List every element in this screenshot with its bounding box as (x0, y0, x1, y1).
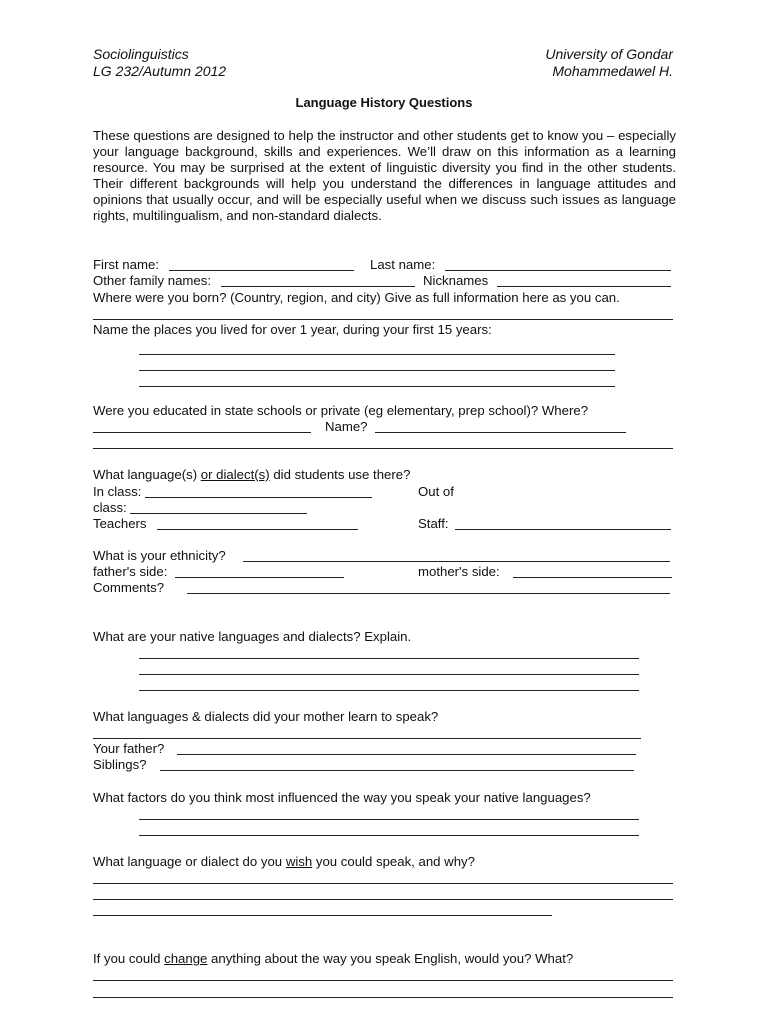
out-of-class-label: class: (93, 500, 127, 515)
school-type-field[interactable] (93, 432, 311, 433)
fathers-side-field[interactable] (175, 577, 344, 578)
change-english-field-1[interactable] (93, 980, 673, 981)
first-name-label: First name: (93, 257, 159, 272)
birthplace-label: Where were you born? (Country, region, and city) Give as full information here as you can. (93, 290, 620, 305)
father-languages-label: Your father? (93, 741, 165, 756)
places-lived-field-1[interactable] (139, 354, 615, 355)
influence-factors-field-1[interactable] (139, 819, 639, 820)
mother-languages-label: What languages & dialects did your mother learn to speak? (93, 709, 439, 724)
out-of-class-field[interactable] (130, 513, 307, 514)
siblings-languages-field[interactable] (160, 770, 634, 771)
nicknames-field[interactable] (497, 286, 671, 287)
ethnicity-label: What is your ethnicity? (93, 548, 226, 563)
places-lived-field-3[interactable] (139, 386, 615, 387)
comments-label: Comments? (93, 580, 165, 595)
places-lived-field-2[interactable] (139, 370, 615, 371)
education-label: Were you educated in state schools or private (eg elementary, prep school)? Where? (93, 403, 589, 418)
in-class-field[interactable] (145, 497, 372, 498)
native-languages-field-3[interactable] (139, 690, 639, 691)
course-name: Sociolinguistics (93, 46, 189, 62)
students-language-label: What language(s) or dialect(s) did students use there? (93, 467, 411, 482)
staff-field[interactable] (455, 529, 671, 530)
nicknames-label: Nicknames (423, 273, 489, 288)
instructor-name: Mohammedawel H. (552, 63, 673, 79)
change-english-label: If you could change anything about the way you speak English, would you? What? (93, 951, 574, 966)
native-languages-label: What are your native languages and dialects? Explain. (93, 629, 412, 644)
change-english-field-2[interactable] (93, 997, 673, 998)
in-class-label: In class: (93, 484, 142, 499)
education-extra-field[interactable] (93, 448, 673, 449)
native-languages-field-2[interactable] (139, 674, 639, 675)
fathers-side-label: father's side: (93, 564, 168, 579)
siblings-languages-label: Siblings? (93, 757, 147, 772)
influence-factors-field-2[interactable] (139, 835, 639, 836)
wish-language-label: What language or dialect do you wish you could speak, and why? (93, 854, 475, 869)
university-name: University of Gondar (545, 46, 673, 62)
teachers-label: Teachers (93, 516, 147, 531)
last-name-label: Last name: (370, 257, 436, 272)
mothers-side-label: mother's side: (418, 564, 500, 579)
school-name-field[interactable] (375, 432, 626, 433)
wish-language-field-2[interactable] (93, 899, 673, 900)
first-name-field[interactable] (169, 270, 354, 271)
other-family-names-field[interactable] (221, 286, 415, 287)
mother-languages-field[interactable] (93, 738, 641, 739)
wish-language-field-3[interactable] (93, 915, 552, 916)
out-of-label: Out of (418, 484, 454, 499)
staff-label: Staff: (418, 516, 449, 531)
teachers-field[interactable] (157, 529, 358, 530)
native-languages-field-1[interactable] (139, 658, 639, 659)
school-name-label: Name? (325, 419, 368, 434)
comments-field[interactable] (187, 593, 670, 594)
course-term: LG 232/Autumn 2012 (93, 63, 227, 79)
birthplace-field[interactable] (93, 319, 673, 320)
intro-paragraph: These questions are designed to help the instructor and other students get to know you – especially your language background, skills and experiences. We’ll draw on this information as a learning resource. You may be surprised at the extent of linguistic diversity you find in the other students. Their different backgrounds will help you understand the differences in language attitudes and opinions that usually occur, and will be especially useful when we discuss such issues as language rights, multilingualism, and non-standard dialects. (93, 128, 676, 223)
last-name-field[interactable] (445, 270, 671, 271)
influence-factors-label: What factors do you think most influenced the way you speak your native languages? (93, 790, 591, 805)
father-languages-field[interactable] (177, 754, 636, 755)
other-family-names-label: Other family names: (93, 273, 211, 288)
wish-language-field-1[interactable] (93, 883, 673, 884)
page-title: Language History Questions (295, 95, 473, 110)
ethnicity-field[interactable] (243, 561, 670, 562)
places-lived-label: Name the places you lived for over 1 year, during your first 15 years: (93, 322, 492, 337)
mothers-side-field[interactable] (513, 577, 672, 578)
